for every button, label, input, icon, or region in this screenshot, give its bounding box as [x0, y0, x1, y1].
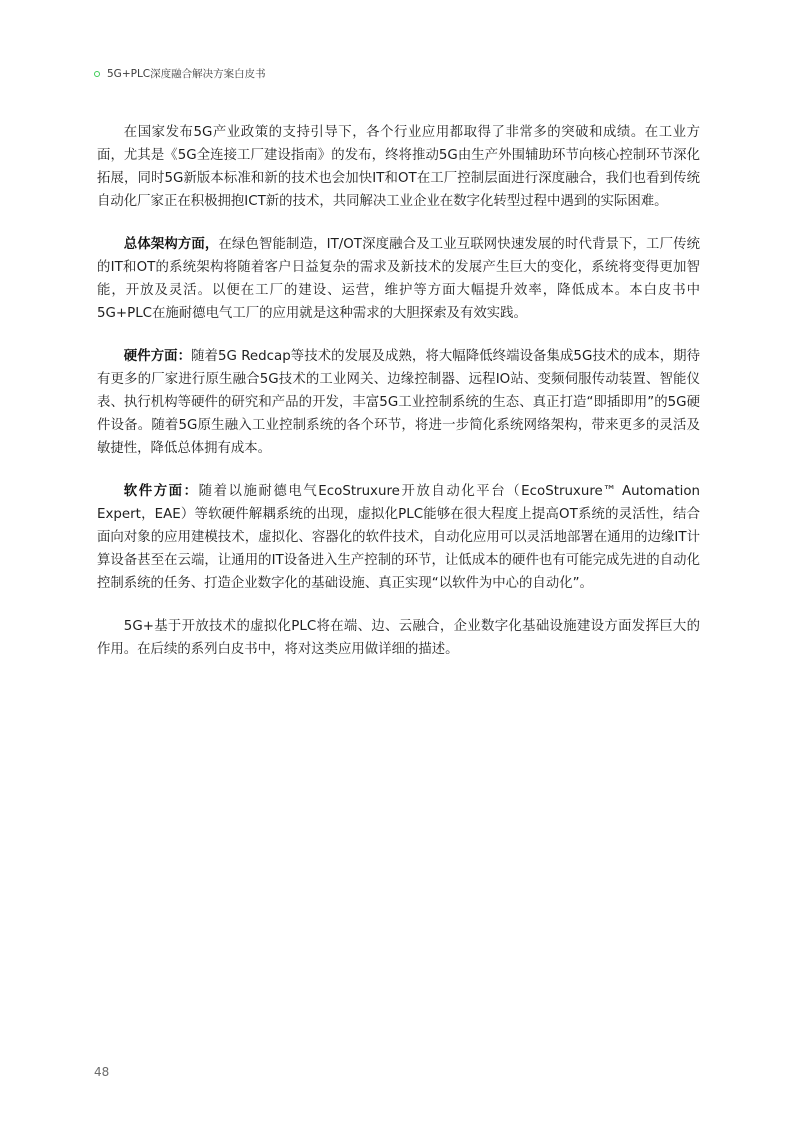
paragraph-text: 在国家发布5G产业政策的支持引导下，各个行业应用都取得了非常多的突破和成绩。在工业方面，尤其是《5G全连接工厂建设指南》的发布，终将推动5G由生产外围辅助环节向核心控制环节深化拓展，同时5G新版本标准和新的技术也会加快IT和OT在工厂控制层面进行深度融合，我们也看到传统自动化厂家正在积极拥抱ICT新的技术，共同解决工业企业在数字化转型过程中遇到的实际困难。	[97, 125, 700, 209]
paragraph-text: 在绿色智能制造，IT/OT深度融合及工业互联网快速发展的时代背景下，工厂传统的IT和OT的系统架构将随着客户日益复杂的需求及新技术的发展产生巨大的变化，系统将变得更加智能，开放及灵活。以便在工厂的建设、运营，维护等方面大幅提升效率，降低成本。本白皮书中5G+PLC在施耐德电气工厂的应用就是这种需求的大胆探索及有效实践。	[97, 237, 701, 321]
paragraph-lead: 硬件方面：	[123, 349, 192, 364]
paragraph-text: 随着5G Redcap等技术的发展及成熟，将大幅降低终端设备集成5G技术的成本，期待有更多的厂家进行原生融合5G技术的工业网关、边缘控制器、远程IO站、变频伺服传动装置、智能仪表、执行机构等硬件的研究和产品的开发，丰富5G工业控制系统的生态、真正打造“即插即用”的5G硬件设备。随着5G原生融入工业控制系统的各个环节，将进一步简化系统网络架构，带来更多的灵活及敏捷性，降低总体拥有成本。	[97, 349, 700, 456]
paragraph-architecture	[97, 233, 700, 325]
paragraph-software	[97, 480, 700, 595]
page-header	[94, 66, 266, 81]
paragraph-lead: 总体架构方面，	[123, 237, 219, 252]
body-content	[97, 121, 700, 681]
paragraph-conclusion	[97, 615, 700, 661]
paragraph-lead: 软件方面：	[123, 484, 199, 499]
paragraph-hardware	[97, 345, 700, 460]
paragraph-text: 随着以施耐德电气EcoStruxure开放自动化平台（EcoStruxure™ Automation Expert，EAE）等软硬件解耦系统的出现，虚拟化PLC能够在很大程度上提高OT系统的灵活性，结合面向对象的应用建模技术，虚拟化、容器化的软件技术，自动化应用可以灵活地部署在通用的边缘IT计算设备甚至在云端，让通用的IT设备进入生产控制的环节，让低成本的硬件也有可能完成先进的自动化控制系统的任务、打造企业数字化的基础设施、真正实现“以软件为中心的自动化”。	[97, 484, 701, 591]
paragraph-text: 5G+基于开放技术的虚拟化PLC将在端、边、云融合，企业数字化基础设施建设方面发挥巨大的作用。在后续的系列白皮书中，将对这类应用做详细的描述。	[97, 619, 700, 657]
page-number: 48	[94, 1065, 110, 1079]
header-title: 5G+PLC深度融合解决方案白皮书	[107, 68, 266, 80]
paragraph-intro	[97, 121, 700, 213]
circle-bullet-icon	[94, 71, 100, 77]
